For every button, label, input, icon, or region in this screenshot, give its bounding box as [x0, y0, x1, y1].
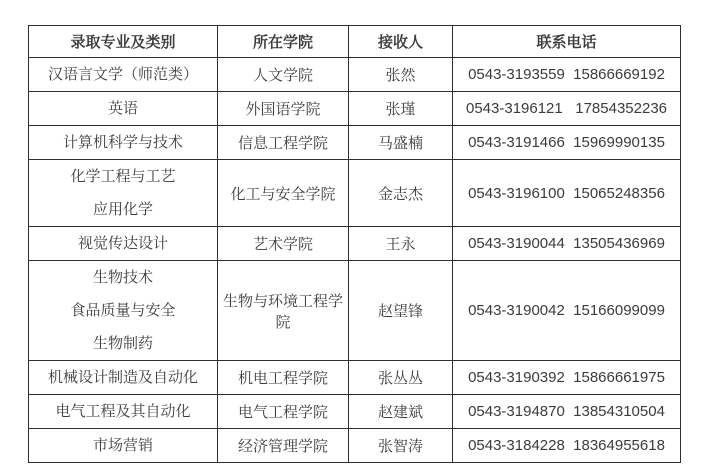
college-cell: 化工与安全学院 — [218, 160, 349, 227]
phone-cell: 0543-3190392 15866661975 — [453, 361, 681, 395]
table-row — [29, 429, 681, 463]
phone-cell: 0543-3193559 15866669192 — [453, 58, 681, 92]
major-cell — [29, 429, 218, 463]
header-row — [29, 26, 681, 58]
college-cell: 生物与环境工程学院 — [218, 261, 349, 361]
receiver-cell: 张瑾 — [349, 92, 453, 126]
college-cell: 外国语学院 — [218, 92, 349, 126]
college-cell: 人文学院 — [218, 58, 349, 92]
major-line: 电气工程及其自动化 — [55, 403, 191, 420]
phone-cell: 0543-3190042 15166099099 — [453, 261, 681, 361]
college-cell: 经济管理学院 — [218, 429, 349, 463]
major-cell — [29, 395, 218, 429]
receiver-cell: 张丛丛 — [349, 361, 453, 395]
major-line: 应用化学 — [92, 201, 153, 218]
header-college: 所在学院 — [218, 26, 349, 58]
major-line: 化学工程与工艺 — [70, 168, 176, 185]
header-receiver: 接收人 — [349, 26, 453, 58]
table-row — [29, 92, 681, 126]
receiver-cell: 赵望锋 — [349, 261, 453, 361]
header-phone: 联系电话 — [453, 26, 681, 58]
college-cell: 机电工程学院 — [218, 361, 349, 395]
phone-cell: 0543-3196121 17854352236 — [453, 92, 681, 126]
table-row — [29, 160, 681, 227]
receiver-cell: 金志杰 — [349, 160, 453, 227]
college-cell: 信息工程学院 — [218, 126, 349, 160]
table-row — [29, 261, 681, 361]
major-line: 英语 — [107, 100, 138, 117]
major-line: 市场营销 — [92, 437, 153, 454]
table-row — [29, 58, 681, 92]
receiver-cell: 张智涛 — [349, 429, 453, 463]
major-cell — [29, 126, 218, 160]
table-row — [29, 126, 681, 160]
major-cell — [29, 227, 218, 261]
major-line: 汉语言文学（师范类） — [47, 66, 198, 83]
header-major: 录取专业及类别 — [29, 26, 218, 58]
major-line: 生物制药 — [92, 335, 153, 352]
major-cell — [29, 361, 218, 395]
major-line: 计算机科学与技术 — [62, 134, 183, 151]
phone-cell: 0543-3190044 13505436969 — [453, 227, 681, 261]
phone-cell: 0543-3196100 15065248356 — [453, 160, 681, 227]
major-cell — [29, 261, 218, 361]
phone-cell: 0543-3194870 13854310504 — [453, 395, 681, 429]
major-line: 机械设计制造及自动化 — [47, 369, 198, 386]
admissions-contact-table-wrap — [28, 25, 681, 463]
major-line: 视觉传达设计 — [77, 235, 168, 252]
table-row — [29, 227, 681, 261]
major-line: 生物技术 — [92, 269, 153, 286]
college-cell: 艺术学院 — [218, 227, 349, 261]
receiver-cell: 王永 — [349, 227, 453, 261]
college-cell: 电气工程学院 — [218, 395, 349, 429]
major-cell — [29, 58, 218, 92]
receiver-cell: 马盛楠 — [349, 126, 453, 160]
major-line: 食品质量与安全 — [70, 302, 176, 319]
phone-cell: 0543-3184228 18364955618 — [453, 429, 681, 463]
table-row — [29, 395, 681, 429]
table-row — [29, 361, 681, 395]
major-cell — [29, 160, 218, 227]
admissions-contact-table — [28, 25, 681, 463]
receiver-cell: 张然 — [349, 58, 453, 92]
phone-cell: 0543-3191466 15969990135 — [453, 126, 681, 160]
major-cell — [29, 92, 218, 126]
receiver-cell: 赵建斌 — [349, 395, 453, 429]
